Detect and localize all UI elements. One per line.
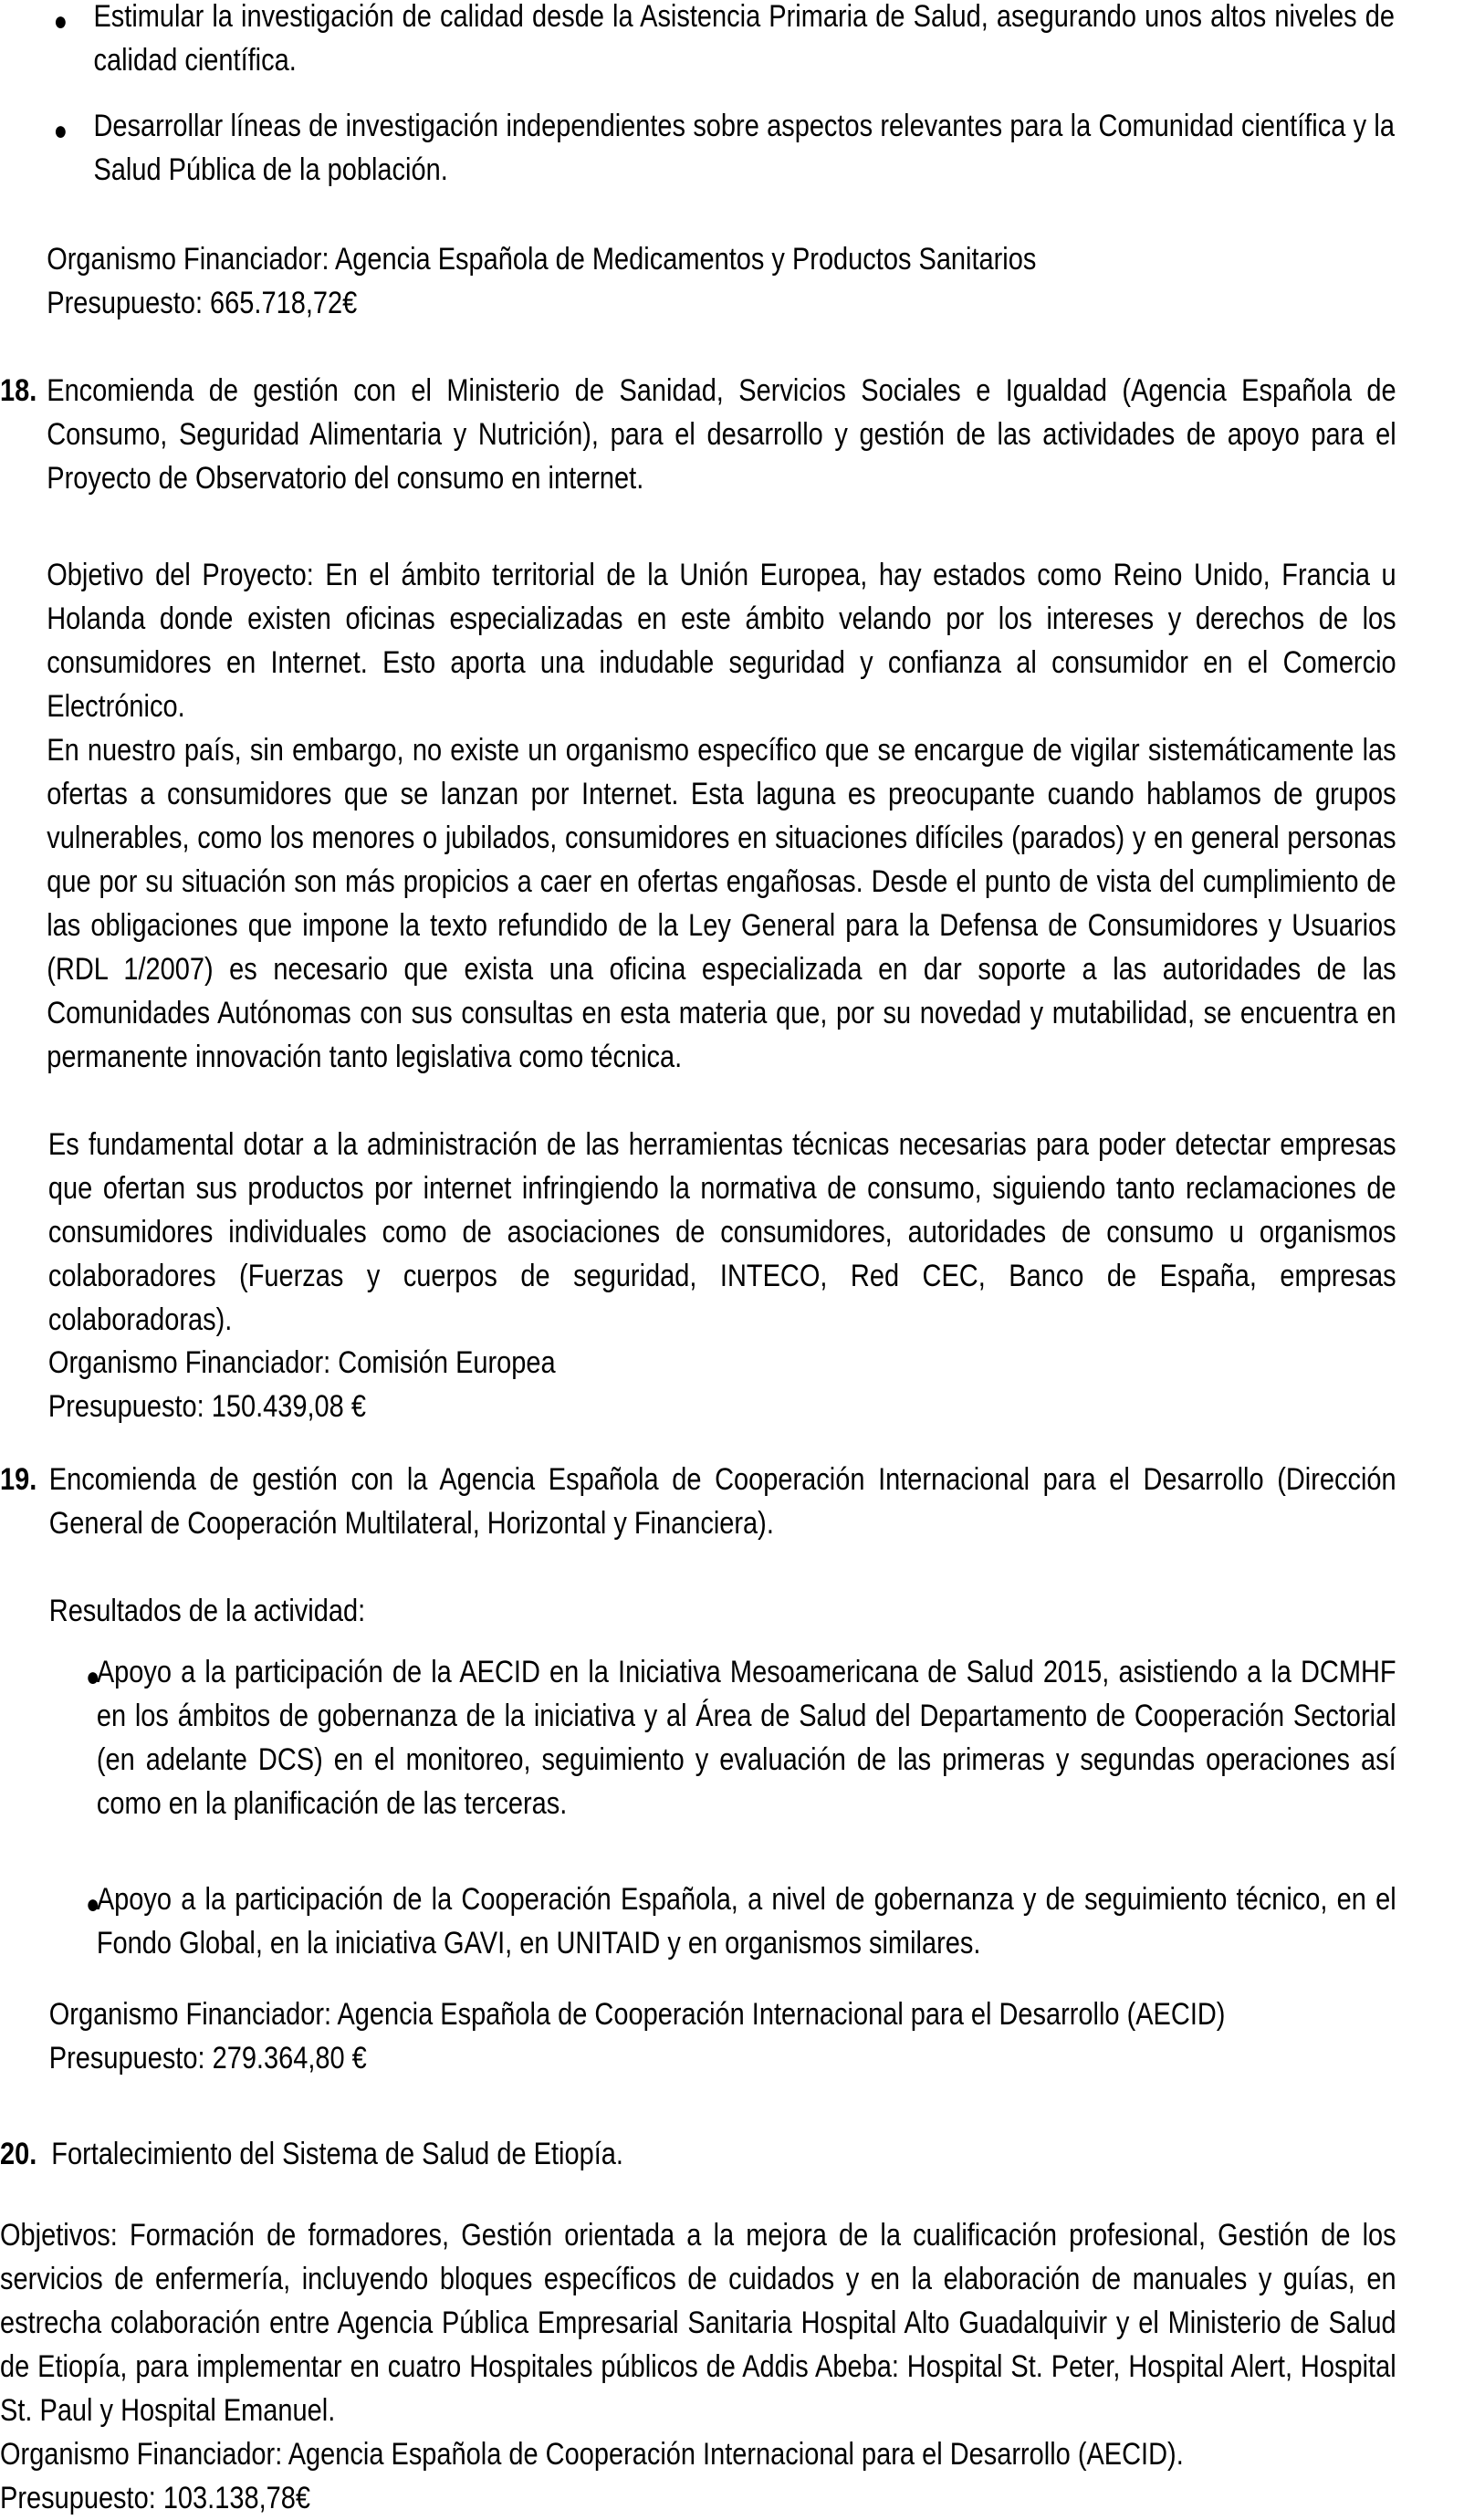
top-bullet-1: Estimular la investigación de calidad desde la Asistencia Primaria de Salud, asegurando unos altos niveles de calidad científica. xyxy=(93,0,1395,78)
intro-funder: Organismo Financiador: Agencia Española de Medicamentos y Productos Sanitarios xyxy=(47,242,1037,277)
item-18-paragraph-3: Es fundamental dotar a la administración de las herramientas técnicas necesarias para poder detectar empresas que ofertan sus productos por internet infringiendo la normativa de consumo, siguiendo tanto reclamaciones de consumidores individuales como de asociaciones de consumidores, autoridades de consumo u organismos colaboradores (Fuerzas y cuerpos de seguridad, INTECO, Red CEC, Banco de España, empresas colaboradoras). xyxy=(47,1127,1396,1337)
item-18-title: Encomienda de gestión con el Ministerio de Sanidad, Servicios Sociales e Igualdad (Agencia Española de Consumo, Seguridad Alimentaria y Nutrición), para el desarrollo y gestión de las actividades de apoyo para el Proyecto de Observatorio del consumo en internet. xyxy=(47,373,1396,496)
bullet-dot: ● xyxy=(53,116,68,146)
item-19-funder: Organismo Financiador: Agencia Española de Cooperación Internacional para el Desarrollo (AECID) xyxy=(48,1997,1226,2032)
bullet-dot: ● xyxy=(86,1662,100,1692)
item-18-number: 18. xyxy=(0,373,37,408)
item-20-budget: Presupuesto: 103.138,78€ xyxy=(0,2481,310,2515)
item-18-paragraph-2: En nuestro país, sin embargo, no existe un organismo específico que se encargue de vigilar sistemáticamente las ofertas a consumidores que se lanzan por Internet. Esta laguna es preocupante cuando hablamos de grupos vulnerables, como los menores o jubilados, consumidores en situaciones difíciles (parados) y en general personas que por su situación son más propicios a caer en ofertas engañosas. Desde el punto de vista del cumplimiento de las obligaciones que impone la texto refundido de la Ley General para la Defensa de Consumidores y Usuarios (RDL 1/2007) es necesario que exista una oficina especializada en dar soporte a las autoridades de las Comunidades Autónomas con sus consultas en esta materia que, por su novedad y mutabilidad, se encuentra en permanente innovación tanto legislativa como técnica. xyxy=(47,733,1396,1074)
item-20-number: 20. xyxy=(0,2137,37,2171)
item-19-results-label: Resultados de la actividad: xyxy=(48,1594,366,1628)
item-20-title: Fortalecimiento del Sistema de Salud de Etiopía. xyxy=(51,2137,623,2171)
item-19-number: 19. xyxy=(0,1462,37,1497)
item-19-title: Encomienda de gestión con la Agencia Española de Cooperación Internacional para el Desarrollo (Dirección General de Cooperación Multilateral, Horizontal y Financiera). xyxy=(48,1462,1396,1541)
item-18-objective: Objetivo del Proyecto: En el ámbito territorial de la Unión Europea, hay estados como Reino Unido, Francia u Holanda donde existen oficinas especializadas en este ámbito velando por los intereses y derechos de los consumidores en Internet. Esto aporta una indudable seguridad y confianza al consumidor en el Comercio Electrónico. xyxy=(47,558,1396,724)
item-20-objectives: Objetivos: Formación de formadores, Gestión orientada a la mejora de la cualificación profesional, Gestión de los servicios de enfermería, incluyendo bloques específicos de cuidados y en la elaboración de manuales y guías, en estrecha colaboración entre Agencia Pública Empresarial Sanitaria Hospital Alto Guadalquivir y el Ministerio de Salud de Etiopía, para implementar en cuatro Hospitales públicos de Addis Abeba: Hospital St. Peter, Hospital Alert, Hospital St. Paul y Hospital Emanuel. xyxy=(0,2218,1396,2428)
item-19-budget: Presupuesto: 279.364,80 € xyxy=(48,2041,367,2076)
bullet-dot: ● xyxy=(53,6,68,37)
bullet-dot: ● xyxy=(86,1889,100,1919)
item-19-bullet-2: Apoyo a la participación de la Cooperación Española, a nivel de gobernanza y de seguimiento técnico, en el Fondo Global, en la iniciativa GAVI, en UNITAID y en organismos similares. xyxy=(96,1882,1396,1961)
item-18-budget: Presupuesto: 150.439,08 € xyxy=(47,1389,366,1424)
top-bullet-2: Desarrollar líneas de investigación independientes sobre aspectos relevantes para la Comunidad científica y la Salud Pública de la población. xyxy=(93,109,1395,187)
intro-budget: Presupuesto: 665.718,72€ xyxy=(47,286,358,320)
item-20-funder: Organismo Financiador: Agencia Española de Cooperación Internacional para el Desarrollo (AECID). xyxy=(0,2437,1184,2472)
item-19-bullet-1: Apoyo a la participación de la AECID en la Iniciativa Mesoamericana de Salud 2015, asistiendo a la DCMHF en los ámbitos de gobernanza de la iniciativa y al Área de Salud del Departamento de Cooperación Sectorial (en adelante DCS) en el monitoreo, seguimiento y evaluación de las primeras y segundas operaciones así como en la planificación de las terceras. xyxy=(96,1655,1396,1821)
item-18-funder: Organismo Financiador: Comisión Europea xyxy=(47,1345,556,1380)
